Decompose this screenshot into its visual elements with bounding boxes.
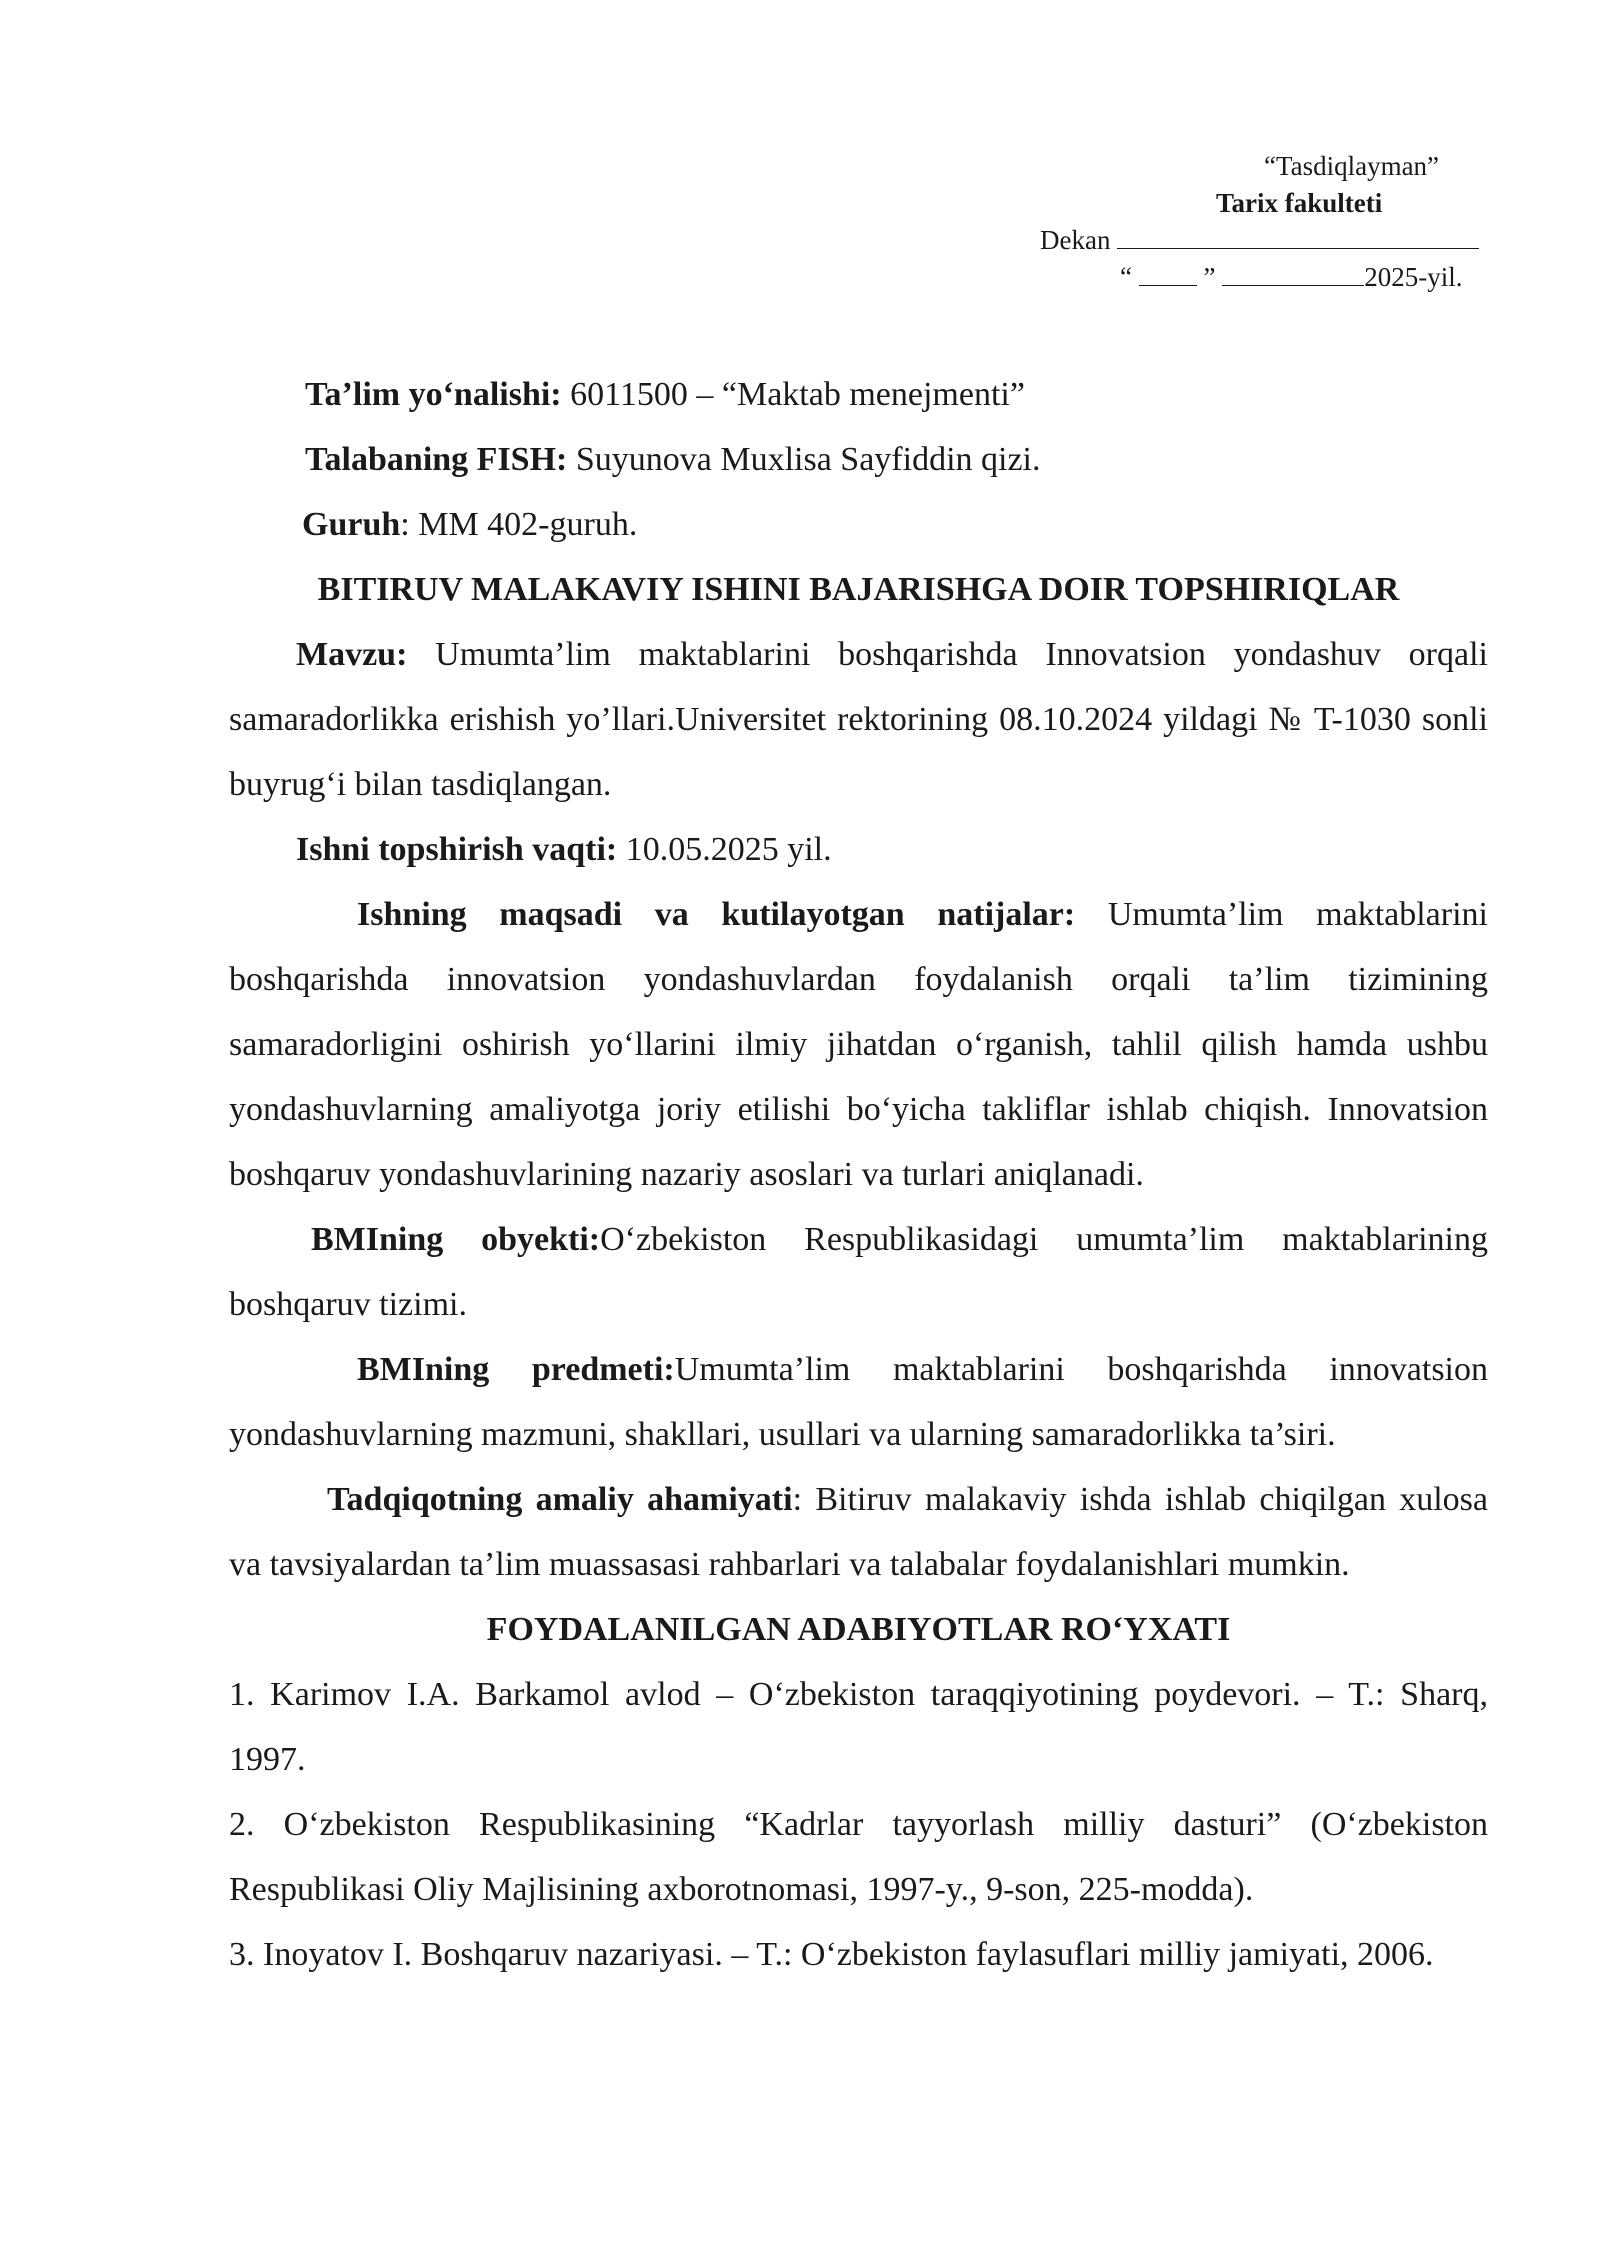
topic-paragraph xyxy=(229,622,1488,817)
object-paragraph xyxy=(229,1207,1488,1337)
dean-label: Dekan xyxy=(1040,225,1111,255)
subject-text: Umumta’lim maktablarini boshqarishda innovatsion yondashuvlarning mazmuni, shakllari, usullari va ularning samaradorlikka ta’siri. xyxy=(229,1351,1489,1453)
month-blank xyxy=(1222,261,1364,286)
literature-item: 2. O‘zbekiston Respublikasining “Kadrlar tayyorlash milliy dasturi” (O‘zbekiston Respublikasi Oliy Majlisining axborotnomasi, 1997-y., 9-son, 225-modda). xyxy=(229,1806,1488,1908)
signature-blank xyxy=(1117,224,1479,249)
literature-item: 1. Karimov I.A. Barkamol avlod – O‘zbekiston taraqqiyotining poydevori. – T.: Sharq, 1997. xyxy=(229,1676,1488,1778)
deadline-text: 10.05.2025 yil. xyxy=(617,831,832,868)
topic-label: Mavzu: xyxy=(296,636,408,673)
group-label: Guruh xyxy=(302,506,401,543)
object-label: BMIning obyekti: xyxy=(311,1221,601,1258)
group-line xyxy=(229,492,1488,557)
significance-label: Tadqiqotning amaliy ahamiyati xyxy=(327,1481,793,1518)
direction-label: Ta’lim yo‘nalishi: xyxy=(305,376,562,413)
goal-text: Umumta’lim maktablarini boshqarishda innovatsion yondashuvlardan foydalanish orqali ta’lim tizimining samaradorligini oshirish yo‘llarini ilmiy jihatdan o‘rganish, tahlil qilish hamda ushbu yondashuvlarning amaliyotga joriy etilishi bo‘yicha takliflar ishlab chiqish. Innovatsion boshqaruv yondashuvlarining nazariy asoslari va turlari aniqlanadi. xyxy=(229,896,1488,1193)
student-value: Suyunova Muxlisa Sayfiddin qizi. xyxy=(567,441,1041,478)
faculty-name: Tarix fakulteti xyxy=(1216,188,1383,218)
approval-block xyxy=(1040,148,1500,296)
direction-value: 6011500 – “Maktab menejmenti” xyxy=(561,376,1025,413)
subject-label: BMIning predmeti: xyxy=(357,1351,675,1388)
goal-label: Ishning maqsadi va kutilayotgan natijalar: xyxy=(357,896,1076,933)
student-line xyxy=(229,427,1488,492)
date-quote-close: ” xyxy=(1203,262,1216,292)
direction-line xyxy=(229,362,1488,427)
dean-signature-line xyxy=(1040,222,1500,259)
deadline-label: Ishni topshirish vaqti: xyxy=(296,831,618,868)
literature-heading: FOYDALANILGAN ADABIYOTLAR RO‘YXATI xyxy=(486,1611,1231,1648)
subject-paragraph xyxy=(229,1337,1488,1467)
goal-paragraph xyxy=(229,882,1488,1207)
year-text: 2025-yil. xyxy=(1364,262,1463,292)
object-text: O‘zbekiston Respublikasidagi umumta’lim maktablarining boshqaruv tizimi. xyxy=(229,1221,1488,1323)
deadline-line xyxy=(229,817,1488,882)
date-line xyxy=(1040,259,1500,296)
day-blank xyxy=(1139,261,1197,286)
group-value: : MM 402-guruh. xyxy=(400,506,638,543)
date-quote-open: “ xyxy=(1120,262,1132,292)
document-body xyxy=(229,362,1488,1987)
main-heading: BITIRUV MALAKAVIY ISHINI BAJARISHGA DOIR TOPSHIRIQLAR xyxy=(317,571,1400,608)
student-label: Talabaning FISH: xyxy=(305,441,568,478)
significance-text: : Bitiruv malakaviy ishda ishlab chiqilgan xulosa va tavsiyalardan ta’lim muassasasi rahbarlari va talabalar foydalanishlari mumkin. xyxy=(229,1481,1489,1583)
approval-title: “Tasdiqlayman” xyxy=(1264,151,1440,181)
topic-text: Umumta’lim maktablarini boshqarishda Innovatsion yondashuv orqali samaradorlikka erishish yo’llari.Universitet rektorining 08.10.2024 yildagi № T-1030 sonli buyrug‘i bilan tasdiqlangan. xyxy=(229,636,1488,803)
literature-item: 3. Inoyatov I. Boshqaruv nazariyasi. – T.: O‘zbekiston faylasuflari milliy jamiyati, 2006. xyxy=(229,1936,1434,1973)
significance-paragraph xyxy=(229,1467,1488,1597)
